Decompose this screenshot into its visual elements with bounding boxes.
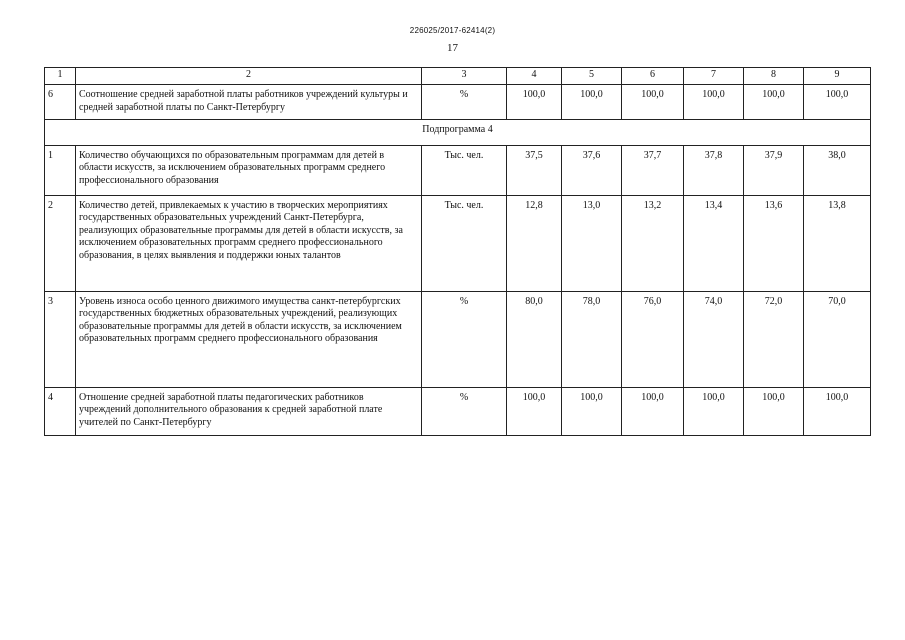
table-row: [45, 195, 871, 291]
value-cell: 78,0: [562, 291, 622, 387]
unit-cell: Тыс. чел.: [422, 195, 507, 291]
value-cell: 80,0: [507, 291, 562, 387]
table-row: [45, 387, 871, 435]
value-cell: 100,0: [684, 387, 744, 435]
value-cell: 70,0: [804, 291, 871, 387]
value-cell: 72,0: [744, 291, 804, 387]
table-header-row: [45, 68, 871, 85]
indicator-text: Отношение средней заработной платы педагогических работников учреждений дополнительного образования к средней заработной плате учителей по Санкт-Петербургу: [76, 387, 422, 435]
column-header: 2: [76, 68, 422, 85]
value-cell: 12,8: [507, 195, 562, 291]
column-header: 5: [562, 68, 622, 85]
indicators-table: [44, 67, 871, 436]
value-cell: 13,0: [562, 195, 622, 291]
row-number: 4: [45, 387, 76, 435]
subprogram-row: [45, 120, 871, 146]
unit-cell: %: [422, 387, 507, 435]
unit-cell: Тыс. чел.: [422, 145, 507, 195]
value-cell: 100,0: [744, 387, 804, 435]
row-number: 3: [45, 291, 76, 387]
indicator-text: Уровень износа особо ценного движимого имущества санкт-петербургских государственных бюджетных образовательных учреждений, реализующих образовательные программы для детей в области искусств, за исключением образовательных программ среднего профессионального образования: [76, 291, 422, 387]
document-id: 226025/2017-62414(2): [409, 26, 496, 35]
unit-cell: %: [422, 291, 507, 387]
table-row: [45, 85, 871, 120]
value-cell: 13,4: [684, 195, 744, 291]
column-header: 6: [622, 68, 684, 85]
table-row: [45, 291, 871, 387]
value-cell: 100,0: [804, 387, 871, 435]
value-cell: 74,0: [684, 291, 744, 387]
row-number: 6: [45, 85, 76, 120]
value-cell: 38,0: [804, 145, 871, 195]
indicator-text: Количество обучающихся по образовательным программам для детей в области искусств, за исключением образовательных программ среднего профессионального образования: [76, 145, 422, 195]
column-header: 7: [684, 68, 744, 85]
value-cell: 100,0: [562, 85, 622, 120]
value-cell: 13,8: [804, 195, 871, 291]
value-cell: 37,6: [562, 145, 622, 195]
value-cell: 100,0: [622, 85, 684, 120]
value-cell: 100,0: [684, 85, 744, 120]
value-cell: 100,0: [804, 85, 871, 120]
unit-cell: %: [422, 85, 507, 120]
column-header: 8: [744, 68, 804, 85]
column-header: 9: [804, 68, 871, 85]
indicator-text: Количество детей, привлекаемых к участию в творческих мероприятиях государственных образовательных учреждений Санкт-Петербурга, реализующих образовательные программы для детей в области искусств, за исключением образовательных программ среднего профессионального образования, в целях выявления и поддержки юных талантов: [76, 195, 422, 291]
value-cell: 13,2: [622, 195, 684, 291]
indicator-text: Соотношение средней заработной платы работников учреждений культуры и средней заработной платы по Санкт-Петербургу: [76, 85, 422, 120]
row-number: 2: [45, 195, 76, 291]
column-header: 1: [45, 68, 76, 85]
page-number: 17: [447, 42, 458, 54]
value-cell: 100,0: [507, 387, 562, 435]
column-header: 3: [422, 68, 507, 85]
row-number: 1: [45, 145, 76, 195]
value-cell: 76,0: [622, 291, 684, 387]
value-cell: 100,0: [507, 85, 562, 120]
value-cell: 37,7: [622, 145, 684, 195]
column-header: 4: [507, 68, 562, 85]
value-cell: 100,0: [622, 387, 684, 435]
value-cell: 37,8: [684, 145, 744, 195]
value-cell: 37,5: [507, 145, 562, 195]
table-row: [45, 145, 871, 195]
subprogram-title: Подпрограмма 4: [45, 120, 871, 146]
value-cell: 100,0: [744, 85, 804, 120]
value-cell: 37,9: [744, 145, 804, 195]
value-cell: 100,0: [562, 387, 622, 435]
value-cell: 13,6: [744, 195, 804, 291]
